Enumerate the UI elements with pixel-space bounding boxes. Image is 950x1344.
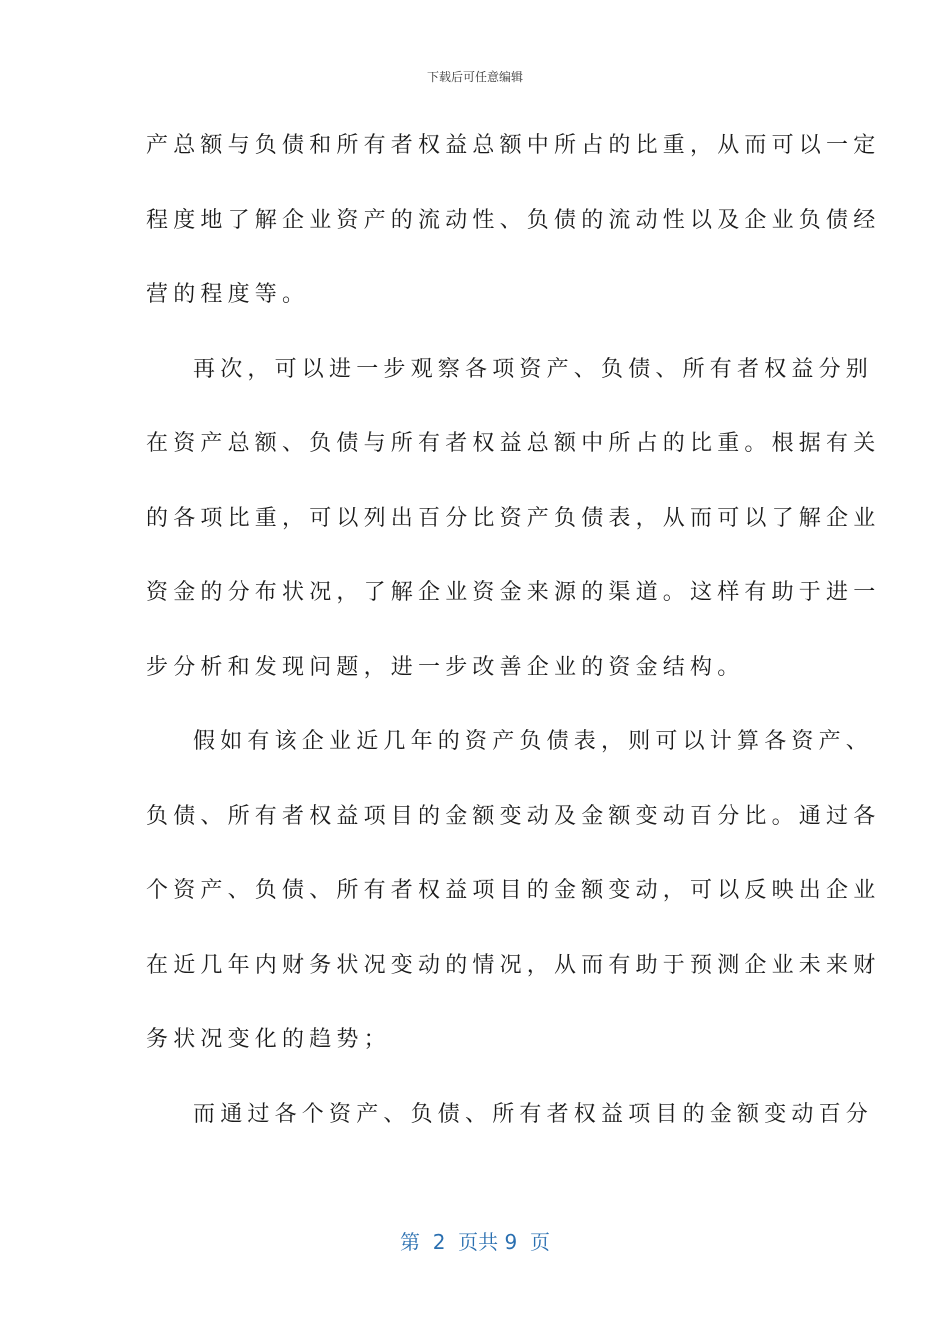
text-line: 在近几年内财务状况变动的情况，从而有助于预测企业未来财 xyxy=(146,952,881,978)
page-header: 下载后可任意编辑 xyxy=(426,70,523,84)
text-line: 程度地了解企业资产的流动性、负债的流动性以及企业负债经 xyxy=(146,207,881,233)
text-line: 负债、所有者权益项目的金额变动及金额变动百分比。通过各 xyxy=(146,803,881,829)
text-line: 的各项比重，可以列出百分比资产负债表，从而可以了解企业 xyxy=(146,505,881,531)
text-line: 在资产总额、负债与所有者权益总额中所占的比重。根据有关 xyxy=(146,431,881,456)
text-line: 产总额与负债和所有者权益总额中所占的比重，从而可以一定 xyxy=(146,133,881,158)
text-line: 资金的分布状况，了解企业资金来源的渠道。这样有助于进一 xyxy=(146,580,881,605)
text-line: 个资产、负债、所有者权益项目的金额变动，可以反映出企业 xyxy=(146,878,881,903)
page-number-footer: 第 2 页共 9 页 xyxy=(400,1230,550,1254)
paragraph-start-line: 假如有该企业近几年的资产负债表，则可以计算各资产、 xyxy=(193,729,874,754)
text-line: 步分析和发现问题，进一步改善企业的资金结构。 xyxy=(146,654,745,680)
text-line: 务状况变化的趋势； xyxy=(146,1027,391,1052)
text-line: 营的程度等。 xyxy=(146,282,310,307)
document-body xyxy=(146,124,881,1167)
paragraph-start-line: 再次，可以进一步观察各项资产、负债、所有者权益分别 xyxy=(193,356,874,382)
paragraph-start-line: 而通过各个资产、负债、所有者权益项目的金额变动百分 xyxy=(193,1101,874,1127)
